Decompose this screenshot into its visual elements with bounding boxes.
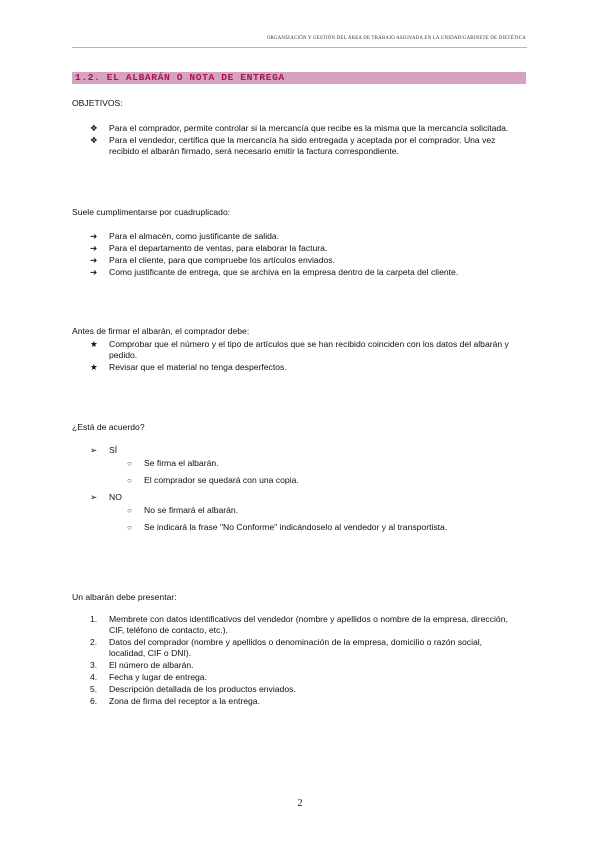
before-signing-list [90,339,520,374]
list-item-text: Zona de firma del receptor a la entrega. [109,696,260,706]
requirements-heading: Un albarán debe presentar: [72,592,177,602]
list-item-text: Para el departamento de ventas, para elaborar la factura. [109,243,328,253]
agreement-question: ¿Está de acuerdo? [72,422,145,432]
star-bullet-icon: ★ [90,362,98,372]
requirements-list [90,614,520,708]
list-item-text: Fecha y lugar de entrega. [109,672,207,682]
list-item [90,492,520,503]
list-item [127,522,527,533]
arrow-bullet-icon: ➔ [90,267,98,277]
copies-heading: Suele cumplimentarse por cuadruplicado: [72,207,231,217]
agreement-yes-sublist [127,458,527,492]
agreement-no-label: NO [109,492,122,502]
star-bullet-icon: ★ [90,339,98,349]
list-item [90,243,520,254]
list-item [90,135,520,157]
section-title-bar [72,72,526,84]
diamond-bullet-icon: ❖ [90,123,98,133]
list-item-text: Como justificante de entrega, que se archiva en la empresa dentro de la carpeta del cliente. [109,267,459,277]
copies-list [90,231,520,279]
running-header: ORGANIZACIÓN Y GESTIÓN DEL ÁREA DE TRABAJO ASIGNADA EN LA UNIDAD/GABINETE DE DIETÉTICA [266,36,526,41]
agreement-yes [90,445,520,457]
list-item [127,475,527,486]
list-item-text: Membrete con datos identificativos del vendedor (nombre y apellidos o nombre de la empresa, dirección, CIF, teléfono de contacto, etc.). [109,614,508,635]
list-item [90,339,520,361]
list-item-text: Para el almacén, como justificante de salida. [109,231,280,241]
list-item [90,660,520,671]
item-number: 5. [90,684,98,694]
list-item [90,123,520,134]
list-item [90,267,520,278]
arrowhead-bullet-icon: ➢ [90,492,98,502]
circle-bullet-icon: ○ [127,459,132,468]
item-number: 4. [90,672,98,682]
item-number: 3. [90,660,98,670]
circle-bullet-icon: ○ [127,523,132,532]
list-item [90,637,520,659]
arrowhead-bullet-icon: ➢ [90,445,98,455]
list-item [90,231,520,242]
list-item-text: Descripción detallada de los productos enviados. [109,684,296,694]
header-rule [72,47,527,48]
arrow-bullet-icon: ➔ [90,231,98,241]
objectives-heading: OBJETIVOS: [72,98,123,108]
arrow-bullet-icon: ➔ [90,243,98,253]
list-item [90,614,520,636]
item-number: 6. [90,696,98,706]
list-item-text: El número de albarán. [109,660,194,670]
list-item-text: Datos del comprador (nombre y apellidos o denominación de la empresa, domicilio o razón social, localidad, CIF o DNI). [109,637,483,658]
arrow-bullet-icon: ➔ [90,255,98,265]
list-item [90,255,520,266]
list-item-text: El comprador se quedará con una copia. [144,475,299,485]
list-item-text: Se firma el albarán. [144,458,219,468]
list-item [90,684,520,695]
section-title: 1.2. EL ALBARÁN O NOTA DE ENTREGA [75,72,285,83]
list-item-text: Para el comprador, permite controlar si la mercancía que recibe es la misma que la mercancía solicitada. [109,123,509,133]
list-item [90,445,520,456]
list-item [90,696,520,707]
item-number: 2. [90,637,98,647]
objectives-list [90,123,520,158]
page-number: 2 [297,798,303,809]
agreement-yes-label: SÍ [109,445,118,455]
list-item-text: Se indicará la frase "No Conforme" indicándoselo al vendedor y al transportista. [144,522,448,532]
before-signing-heading: Antes de firmar el albarán, el comprador debe: [72,326,250,336]
list-item [90,672,520,683]
circle-bullet-icon: ○ [127,476,132,485]
list-item-text: Para el vendedor, certifica que la mercancía ha sido entregada y aceptada por el comprador. Una vez recibido el albarán firmado, será necesario emitir la factura correspondiente. [109,135,496,156]
circle-bullet-icon: ○ [127,506,132,515]
agreement-no [90,492,520,504]
list-item-text: Para el cliente, para que compruebe los artículos enviados. [109,255,335,265]
list-item-text: Comprobar que el número y el tipo de artículos que se han recibido coinciden con los datos del albarán y pedido. [109,339,509,360]
item-number: 1. [90,614,98,624]
list-item-text: No se firmará el albarán. [144,505,239,515]
agreement-no-sublist [127,505,527,539]
diamond-bullet-icon: ❖ [90,135,98,145]
list-item-text: Revisar que el material no tenga desperfectos. [109,362,287,372]
list-item [127,505,527,516]
list-item [127,458,527,469]
list-item [90,362,520,373]
